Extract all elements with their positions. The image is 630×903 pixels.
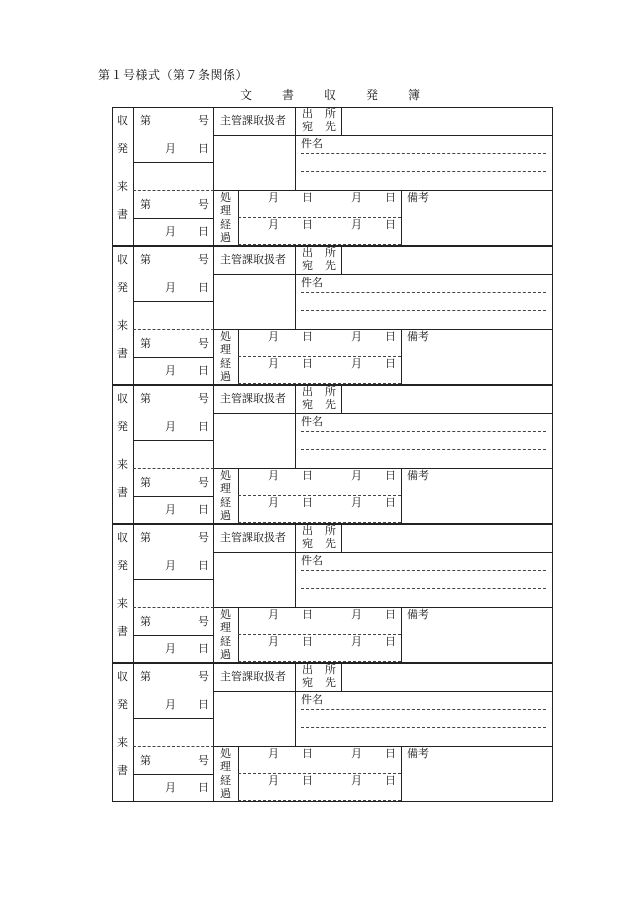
dai-label: 第	[140, 337, 151, 350]
progress-month: 月	[351, 635, 362, 648]
subject-label: 件名	[301, 276, 323, 289]
remarks-label: 備考	[407, 191, 429, 204]
destination-label-a: 宛	[302, 537, 313, 550]
origin-label-a: 出	[302, 663, 313, 676]
dai-label: 第	[140, 114, 151, 127]
origin-label-a: 出	[302, 246, 313, 259]
go-label: 号	[198, 531, 209, 544]
hatsu-label: 発	[117, 420, 128, 433]
process-label-b: 理	[220, 343, 231, 356]
remarks-label: 備考	[407, 330, 429, 343]
process-label-a: 処	[220, 747, 231, 760]
dai-label: 第	[140, 615, 151, 628]
progress-label-b: 過	[220, 787, 231, 800]
shu-label: 収	[117, 531, 128, 544]
process-day: 日	[302, 469, 313, 482]
progress-label-b: 過	[220, 509, 231, 522]
sho-label: 書	[117, 625, 128, 638]
origin-label-a: 出	[302, 385, 313, 398]
shu-label: 収	[117, 670, 128, 683]
go-label: 号	[198, 670, 209, 683]
sho-label: 書	[117, 208, 128, 221]
process-day: 日	[385, 191, 396, 204]
title-char: 発	[366, 88, 379, 102]
document-title	[240, 86, 421, 102]
month-label: 月	[165, 503, 176, 516]
origin-label-b: 所	[325, 107, 336, 120]
go-label: 号	[198, 392, 209, 405]
handler-label: 主管課取扱者	[220, 531, 286, 544]
sho-label: 書	[117, 486, 128, 499]
process-month: 月	[351, 469, 362, 482]
subject-label: 件名	[301, 554, 323, 567]
process-month: 月	[351, 747, 362, 760]
destination-label-a: 宛	[302, 259, 313, 272]
day-label: 日	[198, 503, 209, 516]
destination-label-b: 先	[325, 120, 336, 133]
month-label: 月	[165, 698, 176, 711]
month-label: 月	[165, 781, 176, 794]
month-label: 月	[165, 142, 176, 155]
shu-label: 収	[117, 114, 128, 127]
day-label: 日	[198, 559, 209, 572]
origin-label-b: 所	[325, 246, 336, 259]
go-label: 号	[198, 198, 209, 211]
month-label: 月	[165, 642, 176, 655]
process-day: 日	[385, 469, 396, 482]
progress-day: 日	[385, 774, 396, 787]
progress-day: 日	[385, 496, 396, 509]
destination-label-a: 宛	[302, 676, 313, 689]
progress-label-a: 経	[220, 496, 231, 509]
ledger-entry	[112, 107, 553, 246]
go-label: 号	[198, 754, 209, 767]
progress-month: 月	[268, 357, 279, 370]
process-label-a: 処	[220, 330, 231, 343]
process-day: 日	[385, 330, 396, 343]
progress-day: 日	[302, 635, 313, 648]
process-month: 月	[351, 330, 362, 343]
handler-label: 主管課取扱者	[220, 253, 286, 266]
remarks-label: 備考	[407, 608, 429, 621]
ledger-entry	[112, 663, 553, 802]
destination-label-b: 先	[325, 676, 336, 689]
subject-label: 件名	[301, 415, 323, 428]
day-label: 日	[198, 781, 209, 794]
rai-label: 来	[117, 597, 128, 610]
form-number-label: 第１号様式（第７条関係）	[98, 68, 249, 82]
origin-label-b: 所	[325, 663, 336, 676]
progress-month: 月	[268, 635, 279, 648]
process-month: 月	[351, 191, 362, 204]
progress-month: 月	[351, 774, 362, 787]
process-month: 月	[268, 469, 279, 482]
origin-label-b: 所	[325, 385, 336, 398]
progress-month: 月	[351, 496, 362, 509]
hatsu-label: 発	[117, 559, 128, 572]
handler-label: 主管課取扱者	[220, 114, 286, 127]
process-label-a: 処	[220, 469, 231, 482]
rai-label: 来	[117, 736, 128, 749]
shu-label: 収	[117, 253, 128, 266]
month-label: 月	[165, 364, 176, 377]
origin-label-a: 出	[302, 524, 313, 537]
destination-label-a: 宛	[302, 120, 313, 133]
progress-month: 月	[268, 218, 279, 231]
title-char: 簿	[408, 88, 421, 102]
month-label: 月	[165, 420, 176, 433]
progress-label-b: 過	[220, 231, 231, 244]
dai-label: 第	[140, 476, 151, 489]
go-label: 号	[198, 337, 209, 350]
subject-label: 件名	[301, 693, 323, 706]
progress-label-a: 経	[220, 357, 231, 370]
remarks-label: 備考	[407, 747, 429, 760]
progress-day: 日	[302, 496, 313, 509]
process-month: 月	[351, 608, 362, 621]
day-label: 日	[198, 142, 209, 155]
subject-label: 件名	[301, 137, 323, 150]
shu-label: 収	[117, 392, 128, 405]
dai-label: 第	[140, 198, 151, 211]
progress-day: 日	[302, 218, 313, 231]
month-label: 月	[165, 225, 176, 238]
dai-label: 第	[140, 670, 151, 683]
origin-label-b: 所	[325, 524, 336, 537]
progress-day: 日	[385, 357, 396, 370]
dai-label: 第	[140, 531, 151, 544]
process-day: 日	[385, 747, 396, 760]
day-label: 日	[198, 642, 209, 655]
rai-label: 来	[117, 458, 128, 471]
process-day: 日	[302, 330, 313, 343]
progress-month: 月	[351, 218, 362, 231]
hatsu-label: 発	[117, 698, 128, 711]
rai-label: 来	[117, 180, 128, 193]
progress-day: 日	[385, 218, 396, 231]
title-char: 収	[324, 88, 337, 102]
handler-label: 主管課取扱者	[220, 392, 286, 405]
title-char: 書	[282, 88, 295, 102]
process-day: 日	[302, 191, 313, 204]
day-label: 日	[198, 420, 209, 433]
remarks-label: 備考	[407, 469, 429, 482]
process-month: 月	[268, 608, 279, 621]
day-label: 日	[198, 364, 209, 377]
progress-label-b: 過	[220, 648, 231, 661]
process-label-b: 理	[220, 760, 231, 773]
hatsu-label: 発	[117, 142, 128, 155]
progress-label-a: 経	[220, 635, 231, 648]
process-label-a: 処	[220, 608, 231, 621]
destination-label-b: 先	[325, 398, 336, 411]
process-label-b: 理	[220, 204, 231, 217]
sho-label: 書	[117, 347, 128, 360]
day-label: 日	[198, 225, 209, 238]
progress-label-b: 過	[220, 370, 231, 383]
go-label: 号	[198, 114, 209, 127]
ledger-entry	[112, 524, 553, 663]
progress-day: 日	[302, 774, 313, 787]
destination-label-b: 先	[325, 537, 336, 550]
process-month: 月	[268, 747, 279, 760]
origin-label-a: 出	[302, 107, 313, 120]
handler-label: 主管課取扱者	[220, 670, 286, 683]
progress-month: 月	[268, 774, 279, 787]
rai-label: 来	[117, 319, 128, 332]
ledger-entry	[112, 246, 553, 385]
dai-label: 第	[140, 253, 151, 266]
destination-label-b: 先	[325, 259, 336, 272]
go-label: 号	[198, 615, 209, 628]
ledger-table	[112, 107, 553, 801]
process-day: 日	[385, 608, 396, 621]
progress-month: 月	[351, 357, 362, 370]
process-month: 月	[268, 191, 279, 204]
destination-label-a: 宛	[302, 398, 313, 411]
day-label: 日	[198, 281, 209, 294]
process-label-b: 理	[220, 621, 231, 634]
day-label: 日	[198, 698, 209, 711]
month-label: 月	[165, 281, 176, 294]
go-label: 号	[198, 253, 209, 266]
ledger-entry	[112, 385, 553, 524]
process-label-b: 理	[220, 482, 231, 495]
process-day: 日	[302, 608, 313, 621]
month-label: 月	[165, 559, 176, 572]
dai-label: 第	[140, 392, 151, 405]
progress-label-a: 経	[220, 774, 231, 787]
progress-month: 月	[268, 496, 279, 509]
go-label: 号	[198, 476, 209, 489]
process-month: 月	[268, 330, 279, 343]
title-char: 文	[240, 88, 253, 102]
progress-day: 日	[385, 635, 396, 648]
dai-label: 第	[140, 754, 151, 767]
process-day: 日	[302, 747, 313, 760]
process-label-a: 処	[220, 191, 231, 204]
hatsu-label: 発	[117, 281, 128, 294]
progress-day: 日	[302, 357, 313, 370]
progress-label-a: 経	[220, 218, 231, 231]
sho-label: 書	[117, 764, 128, 777]
